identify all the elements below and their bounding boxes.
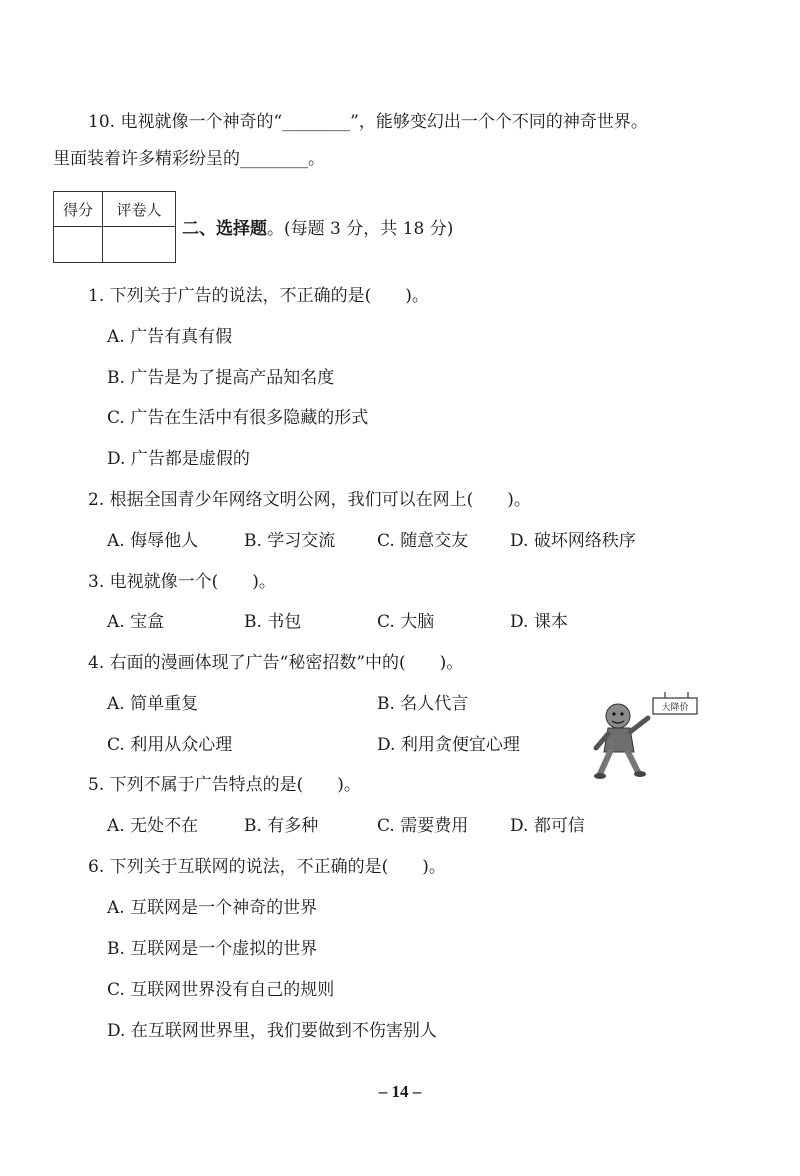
question-5-option-c: C. 需要费用 (377, 816, 469, 836)
question-5-stem: 5. 下列不属于广告特点的是( )。 (88, 775, 361, 795)
question-3-option-c: C. 大脑 (377, 612, 435, 632)
section-heading (182, 217, 453, 241)
question-1-option-a: A. 广告有真有假 (107, 327, 233, 347)
question-5-option-a: A. 无处不在 (107, 816, 199, 836)
question-3-stem: 3. 电视就像一个( )。 (88, 572, 276, 592)
page-number: – 14 – (378, 1082, 422, 1101)
question-2-option-d: D. 破坏网络秩序 (510, 531, 636, 551)
question-2-stem: 2. 根据全国青少年网络文明公网，我们可以在网上( )。 (88, 490, 531, 510)
question-4-option-d: D. 利用贪便宜心理 (377, 735, 520, 755)
question-6-option-d: D. 在互联网世界里，我们要做到不伤害别人 (107, 1021, 437, 1041)
cartoon-illustration (590, 690, 700, 780)
question-3-option-a: A. 宝盒 (107, 612, 165, 632)
question-1-option-c: C. 广告在生活中有很多隐藏的形式 (107, 408, 369, 428)
grader-label: 评卷人 (103, 192, 176, 227)
question-6-stem: 6. 下列关于互联网的说法，不正确的是( )。 (88, 857, 446, 877)
q10-line2: 里面装着许多精彩纷呈的________。 (53, 149, 325, 169)
question-2-option-b: B. 学习交流 (244, 531, 336, 551)
q10-line1: 10. 电视就像一个神奇的“________”，能够变幻出一个个不同的神奇世界。 (88, 112, 648, 132)
question-1-stem: 1. 下列关于广告的说法，不正确的是( )。 (88, 286, 429, 306)
question-5-option-b: B. 有多种 (244, 816, 319, 836)
question-3-option-b: B. 书包 (244, 612, 302, 632)
question-1-option-d: D. 广告都是虚假的 (107, 449, 250, 469)
question-2-option-a: A. 侮辱他人 (107, 531, 199, 551)
section-title: 二、选择题 (182, 219, 267, 239)
question-6-option-a: A. 互联网是一个神奇的世界 (107, 898, 318, 918)
score-label: 得分 (54, 192, 103, 227)
question-4-stem: 4. 右面的漫画体现了广告“秘密招数”中的( )。 (88, 653, 464, 673)
score-cell[interactable] (54, 227, 103, 263)
section-note: 。(每题 3 分，共 18 分) (267, 219, 454, 239)
question-4-option-b: B. 名人代言 (377, 694, 469, 714)
question-3-option-d: D. 课本 (510, 612, 568, 632)
question-5-option-d: D. 都可信 (510, 816, 585, 836)
question-6-option-b: B. 互联网是一个虚拟的世界 (107, 939, 318, 959)
sign-text: 大降价 (661, 703, 689, 713)
grader-cell[interactable] (103, 227, 176, 263)
question-4-option-a: A. 简单重复 (107, 694, 199, 714)
question-4-option-c: C. 利用从众心理 (107, 735, 233, 755)
question-6-option-c: C. 互联网世界没有自己的规则 (107, 980, 335, 1000)
score-table (53, 191, 176, 263)
question-1-option-b: B. 广告是为了提高产品知名度 (107, 368, 335, 388)
question-2-option-c: C. 随意交友 (377, 531, 469, 551)
